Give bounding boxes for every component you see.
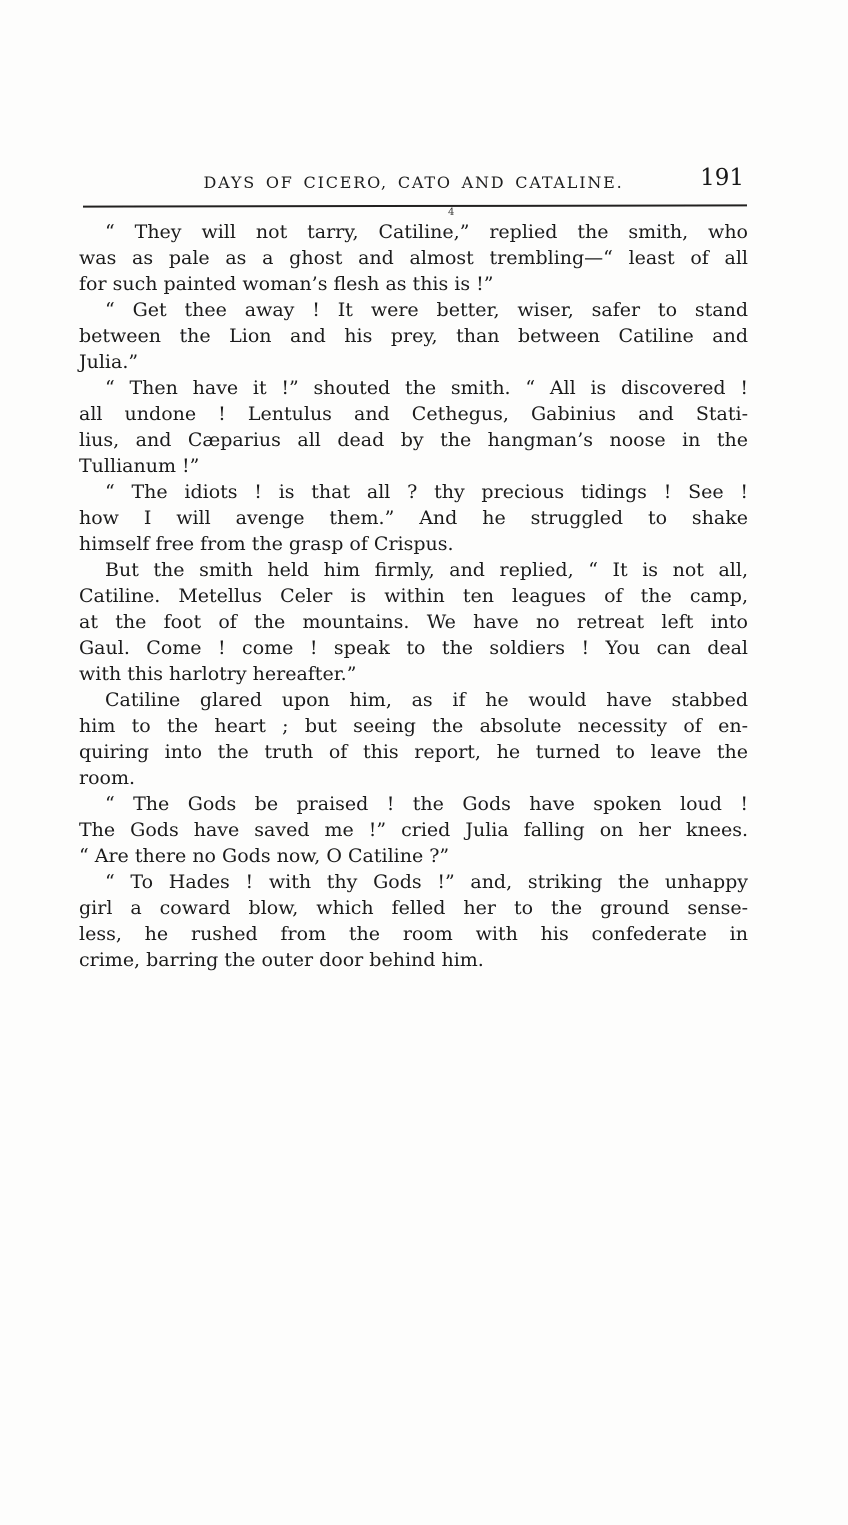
page-number: 191 xyxy=(700,165,744,191)
text-line: room. xyxy=(79,767,136,789)
header-rule xyxy=(83,204,747,207)
text-line: Catiline glared upon him, as if he would have stabbed xyxy=(105,689,748,711)
text-line: girl a coward blow, which felled her to the ground sense- xyxy=(79,897,748,919)
paragraph xyxy=(79,479,748,557)
paragraph xyxy=(79,219,748,297)
text-line: Julia.” xyxy=(79,351,139,373)
text-line: Tullianum !” xyxy=(79,455,200,477)
text-line: for such painted woman’s flesh as this is !” xyxy=(79,273,494,295)
page-title: DAYS OF CICERO, CATO AND CATALINE. xyxy=(203,173,624,192)
paragraph xyxy=(79,297,748,375)
text-line: at the foot of the mountains. We have no retreat left into xyxy=(79,611,748,633)
running-head xyxy=(79,165,748,202)
text-line: “ Then have it !” shouted the smith. “ All is discovered ! xyxy=(105,377,748,399)
paragraph xyxy=(79,791,748,869)
text-line: quiring into the truth of this report, he turned to leave the xyxy=(79,741,748,763)
text-line: him to the heart ; but seeing the absolute necessity of en- xyxy=(79,715,748,737)
paragraph xyxy=(79,557,748,687)
text-line: crime, barring the outer door behind him. xyxy=(79,949,484,971)
text-line: “ The Gods be praised ! the Gods have spoken loud ! xyxy=(105,793,748,815)
text-line: “ The idiots ! is that all ? thy precious tidings ! See ! xyxy=(105,481,748,503)
text-line: between the Lion and his prey, than between Catiline and xyxy=(79,325,748,347)
body-text xyxy=(79,219,748,973)
text-line: himself free from the grasp of Crispus. xyxy=(79,533,454,555)
text-line: how I will avenge them.” And he struggled to shake xyxy=(79,507,748,529)
text-line: with this harlotry hereafter.” xyxy=(79,663,357,685)
paragraph xyxy=(79,869,748,973)
text-line: all undone ! Lentulus and Cethegus, Gabinius and Stati- xyxy=(79,403,748,425)
text-line: “ To Hades ! with thy Gods !” and, striking the unhappy xyxy=(105,871,748,893)
paragraph xyxy=(79,375,748,479)
text-line: The Gods have saved me !” cried Julia falling on her knees. xyxy=(79,819,748,841)
text-line: “ They will not tarry, Catiline,” replied the smith, who xyxy=(105,221,748,243)
text-line: was as pale as a ghost and almost trembling—“ least of all xyxy=(79,247,748,269)
text-line: “ Get thee away ! It were better, wiser, safer to stand xyxy=(105,299,748,321)
text-line: Catiline. Metellus Celer is within ten leagues of the camp, xyxy=(79,585,748,607)
text-line: Gaul. Come ! come ! speak to the soldiers ! You can deal xyxy=(79,637,748,659)
paragraph xyxy=(79,687,748,791)
signature-mark: 4 xyxy=(448,207,455,218)
text-line: lius, and Cæparius all dead by the hangman’s noose in the xyxy=(79,429,748,451)
text-line: “ Are there no Gods now, O Catiline ?” xyxy=(79,845,450,867)
text-line: less, he rushed from the room with his confederate in xyxy=(79,923,748,945)
text-line: But the smith held him firmly, and replied, “ It is not all, xyxy=(105,559,748,581)
